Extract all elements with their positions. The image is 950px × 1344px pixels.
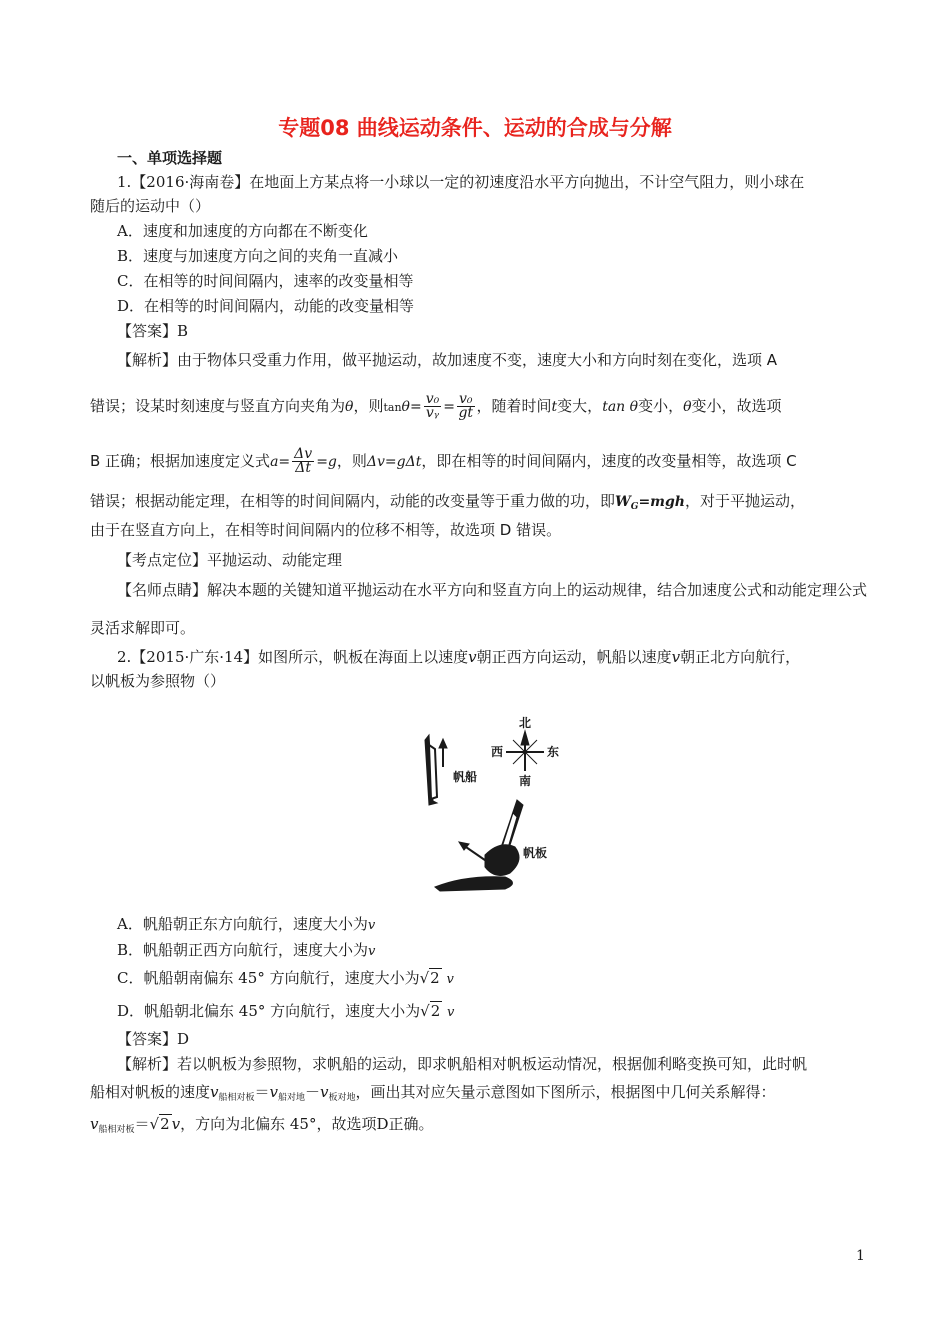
text: 朝正北方向航行， <box>680 648 801 666</box>
compass-icon <box>506 731 544 771</box>
text: C．帆船朝南偏东 45° 方向航行，速度大小为 <box>117 969 420 987</box>
subscript-rel: 船相对板 <box>218 1093 255 1103</box>
q2-stem-line2: 以帆板为参照物（） <box>90 672 226 690</box>
q1-analysis-line1: 【解析】由于物体只受重力作用，做平抛运动，故加速度不变，速度大小和方向时刻在变化，选项 A <box>117 351 778 369</box>
tan-theta: tan θ <box>602 399 639 415</box>
v-symbol: v <box>210 1083 219 1101</box>
west-label: 西 <box>491 745 504 759</box>
sqrt-symbol: √2 <box>149 1115 170 1133</box>
q2-option-d <box>117 1001 454 1023</box>
equals: = <box>409 399 422 415</box>
figure-svg <box>405 705 575 900</box>
v-symbol: v <box>447 1005 455 1020</box>
v-symbol: v <box>368 944 376 959</box>
sqrt-symbol: √2 <box>420 1002 441 1020</box>
v-symbol: v <box>468 648 477 666</box>
tan-symbol: tan <box>383 401 402 414</box>
subscript-rel: 船相对板 <box>98 1125 135 1135</box>
dv-equation: Δv=gΔt <box>366 454 422 470</box>
v-symbol: v <box>171 1115 181 1133</box>
text: ，方向为北偏东 45°，故选项D正确。 <box>180 1115 434 1133</box>
q2-analysis-line3 <box>90 1114 434 1140</box>
sailboat-drawing <box>425 735 447 805</box>
equals: = <box>316 454 328 470</box>
denominator: gt <box>458 405 474 421</box>
q1-option-c: C．在相等的时间间隔内，速率的改变量相等 <box>117 272 414 290</box>
text: D．帆船朝北偏东 45° 方向航行，速度大小为 <box>117 1002 421 1020</box>
page-title: 专题08 曲线运动条件、运动的合成与分解 <box>278 116 672 140</box>
w-symbol: W <box>615 494 631 510</box>
south-label: 南 <box>519 774 532 788</box>
equals: = <box>443 399 455 415</box>
q1-option-d: D．在相等的时间间隔内，动能的改变量相等 <box>117 297 415 315</box>
text: 船相对帆板的速度 <box>90 1083 211 1101</box>
sqrt-symbol: √2 <box>419 969 440 987</box>
v-symbol: v <box>671 648 681 666</box>
boat-label: 帆船 <box>453 770 478 784</box>
text: ，则 <box>353 397 384 415</box>
section-heading: 一、单项选择题 <box>117 149 223 167</box>
fraction-dv-dt <box>292 448 314 475</box>
numerator: v₀ <box>425 391 440 407</box>
text: 变大， <box>557 397 603 415</box>
radicand: 2 <box>160 1115 170 1133</box>
denominator: Δt <box>295 460 312 476</box>
q1-analysis-line3 <box>90 448 797 475</box>
q1-answer: 【答案】B <box>117 322 189 340</box>
text: ，即在相等的时间间隔内，速度的改变量相等，故选项 C <box>421 452 797 470</box>
q1-kaodian: 【考点定位】平抛运动、动能定理 <box>117 551 343 569</box>
north-label: 北 <box>519 716 532 730</box>
equals: = <box>278 454 291 470</box>
subscript-board: 板对地 <box>328 1093 356 1103</box>
fraction-v0-vy <box>424 393 442 420</box>
q1-stem-line1: 1.【2016·海南卷】在地面上方某点将一小球以一定的初速度沿水平方向抛出，不计空气阻力，则小球在 <box>117 173 805 191</box>
q1-option-a: A．速度和加速度的方向都在不断变化 <box>117 222 368 240</box>
text: 错误；设某时刻速度与竖直方向夹角为 <box>90 397 346 415</box>
radicand: 2 <box>430 1002 441 1020</box>
equals: ＝ <box>254 1083 270 1101</box>
minus: － <box>305 1083 321 1101</box>
q2-option-a <box>117 914 375 936</box>
v-symbol: v <box>320 1083 329 1101</box>
mgh: =mgh <box>638 494 685 510</box>
g-subscript: G <box>630 502 639 512</box>
q1-analysis-line5: 由于在竖直方向上，在相等时间间隔内的位移不相等，故选项 D 错误。 <box>90 521 562 539</box>
v-symbol: v <box>269 1083 279 1101</box>
q2-option-c <box>117 968 454 990</box>
text: 变小， <box>638 397 684 415</box>
q1-analysis-line2 <box>90 393 782 420</box>
board-label: 帆板 <box>523 846 548 860</box>
text: ，随着时间 <box>476 397 552 415</box>
theta-symbol: θ <box>683 399 692 415</box>
g-symbol: g <box>327 454 337 470</box>
q2-stem-line1 <box>117 647 800 667</box>
q1-stem-line2: 随后的运动中（） <box>90 197 211 215</box>
q2-analysis-line2 <box>90 1082 776 1108</box>
q1-option-b: B．速度与加速度方向之间的夹角一直减小 <box>117 247 399 265</box>
text: 错误；根据动能定理，在相等的时间间隔内，动能的改变量等于重力做的功，即 <box>90 492 616 510</box>
page-number: 1 <box>856 1248 865 1264</box>
text: B．帆船朝正西方向航行，速度大小为 <box>117 941 369 959</box>
east-label: 东 <box>547 745 560 759</box>
numerator: Δv <box>294 446 313 462</box>
q1-mingshi-line2: 灵活求解即可。 <box>90 619 196 637</box>
v-symbol: v <box>90 1115 99 1133</box>
v-symbol: v <box>367 918 376 933</box>
fraction-v0-gt <box>457 393 475 420</box>
text: ，画出其对应矢量示意图如下图所示，根据图中几何关系解得： <box>355 1083 776 1101</box>
denominator: vᵧ <box>425 405 440 421</box>
equals: ＝ <box>134 1115 150 1133</box>
wg-equation <box>615 494 685 510</box>
sailboat-figure <box>405 705 575 900</box>
q2-answer: 【答案】D <box>117 1030 190 1048</box>
q1-mingshi-line1: 【名师点睛】解决本题的关键知道平抛运动在水平方向和竖直方向上的运动规律，结合加速度公式和动能定理公式 <box>117 581 868 599</box>
theta-symbol: θ <box>401 399 410 415</box>
text: ，则 <box>336 452 367 470</box>
v-symbol: v <box>446 972 454 987</box>
text: 变小，故选项 <box>691 397 782 415</box>
text: ，对于平抛运动， <box>684 492 805 510</box>
text: A．帆船朝正东方向航行，速度大小为 <box>117 915 368 933</box>
text: 2.【2015·广东·14】如图所示，帆板在海面上以速度 <box>117 648 469 666</box>
text: B 正确；根据加速度定义式 <box>90 452 271 470</box>
q1-analysis-line4 <box>90 491 805 517</box>
text: 朝正西方向运动，帆船以速度 <box>476 648 672 666</box>
numerator: v₀ <box>458 391 473 407</box>
q2-analysis-line1: 【解析】若以帆板为参照物，求帆船的运动，即求帆船相对帆板运动情况，根据伽利略变换可知，此时帆 <box>117 1055 808 1073</box>
sailboard-drawing <box>435 800 523 891</box>
theta-symbol: θ <box>345 399 354 415</box>
q2-option-b <box>117 940 375 962</box>
subscript-ship: 船对地 <box>278 1093 306 1103</box>
a-symbol: a <box>270 454 279 470</box>
radicand: 2 <box>430 969 440 987</box>
t-symbol: t <box>551 399 558 415</box>
